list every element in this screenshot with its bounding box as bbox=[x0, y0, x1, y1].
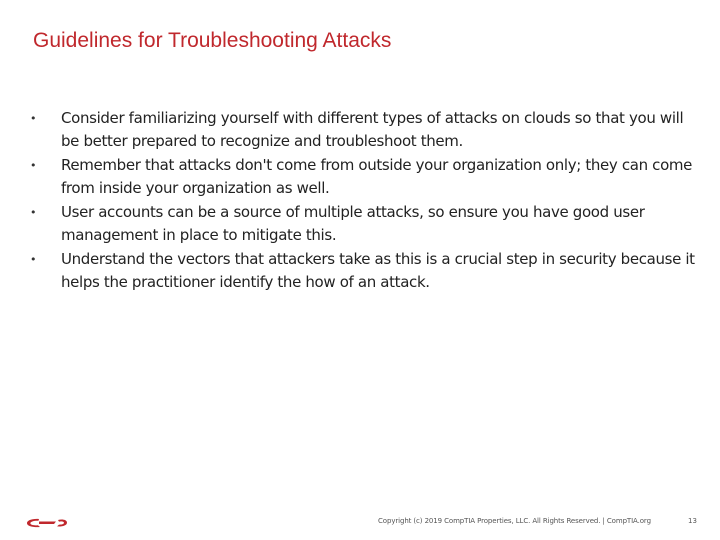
logo-swoosh bbox=[27, 519, 40, 527]
bullet-dot-icon: • bbox=[30, 159, 37, 172]
comptia-logo-icon bbox=[25, 516, 73, 530]
copyright-text: Copyright (c) 2019 CompTIA Properties, LLC. All Rights Reserved. | CompTIA.org bbox=[378, 517, 651, 525]
bullet-item bbox=[30, 107, 700, 153]
logo-swoosh-tail bbox=[39, 522, 56, 525]
bullet-text: Understand the vectors that attackers take as this is a crucial step in security because it helps the practitioner identify the how of an attack. bbox=[61, 250, 695, 291]
bullet-item bbox=[30, 154, 700, 200]
page-number: 13 bbox=[688, 517, 697, 525]
bullet-dot-icon: • bbox=[30, 112, 37, 125]
bullet-item bbox=[30, 248, 700, 294]
logo-swoosh-arc bbox=[57, 519, 67, 526]
bullet-item bbox=[30, 201, 700, 247]
bullet-dot-icon: • bbox=[30, 206, 37, 219]
slide-footer bbox=[0, 512, 720, 534]
bullet-text: Consider familiarizing yourself with different types of attacks on clouds so that you will be better prepared to recognize and troubleshoot them. bbox=[61, 109, 684, 150]
bullet-text: Remember that attacks don't come from outside your organization only; they can come from inside your organization as well. bbox=[61, 156, 693, 197]
slide-title: Guidelines for Troubleshooting Attacks bbox=[33, 29, 392, 52]
bullet-text: User accounts can be a source of multiple attacks, so ensure you have good user management in place to mitigate this. bbox=[61, 203, 645, 244]
bullet-dot-icon: • bbox=[30, 253, 37, 266]
bullet-list bbox=[30, 107, 700, 295]
